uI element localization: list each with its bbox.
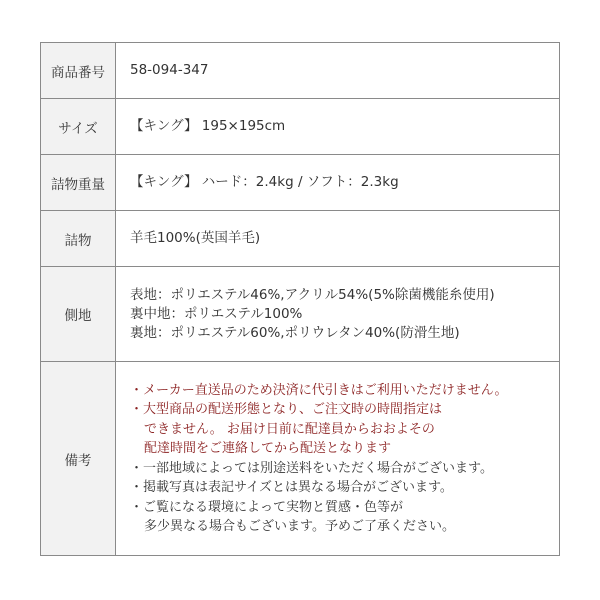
remark-line-5: ・一部地域によっては別途送料をいただく場合がございます。 [130, 460, 493, 476]
product-number-label: 商品番号 [41, 43, 116, 99]
side-fabric-line-middle: 裏中地：ポリエステル100% [130, 305, 303, 322]
remark-line-2: ・大型商品の配送形態となり、ご注文時の時間指定は [130, 402, 443, 417]
fill-value: 羊毛100%(英国羊毛) [116, 211, 560, 267]
side-fabric-line-outer: 表地：ポリエステル46%,アクリル54%(5%除菌機能糸使用) [130, 286, 495, 303]
product-number-value: 58-094-347 [116, 43, 560, 99]
side-fabric-label: 側地 [41, 267, 116, 362]
remark-line-1: ・メーカー直送品のため決済に代引きはご利用いただけません。 [130, 382, 508, 398]
spec-row-remarks [41, 362, 560, 556]
remarks-label: 備考 [41, 362, 116, 556]
fill-weight-value: 【キング】 ハード：2.4kg / ソフト：2.3kg [116, 155, 560, 211]
spec-row-size [41, 99, 560, 155]
remark-line-3: できません。 お届け日前に配達員からおおよその [144, 421, 435, 437]
remark-line-6: ・掲載写真は表記サイズとは異なる場合がございます。 [130, 480, 453, 495]
spec-row-fill [41, 211, 560, 267]
side-fabric-line-back: 裏地：ポリエステル60%,ポリウレタン40%(防滑生地) [130, 324, 460, 341]
product-spec-table [40, 42, 560, 556]
fill-weight-label: 詰物重量 [41, 155, 116, 211]
size-label: サイズ [41, 99, 116, 155]
remark-line-7: ・ご覧になる環境によって実物と質感・色等が [130, 499, 404, 515]
spec-row-fill-weight [41, 155, 560, 211]
spec-row-side-fabric [41, 267, 560, 362]
remark-line-8: 多少異なる場合もございます。予めご了承ください。 [144, 519, 455, 534]
remarks-value [116, 362, 560, 556]
remark-line-4: 配達時間をご連絡してから配送となります [144, 441, 392, 456]
fill-label: 詰物 [41, 211, 116, 267]
side-fabric-value [116, 267, 560, 362]
size-value: 【キング】 195×195cm [116, 99, 560, 155]
spec-row-product-number [41, 43, 560, 99]
